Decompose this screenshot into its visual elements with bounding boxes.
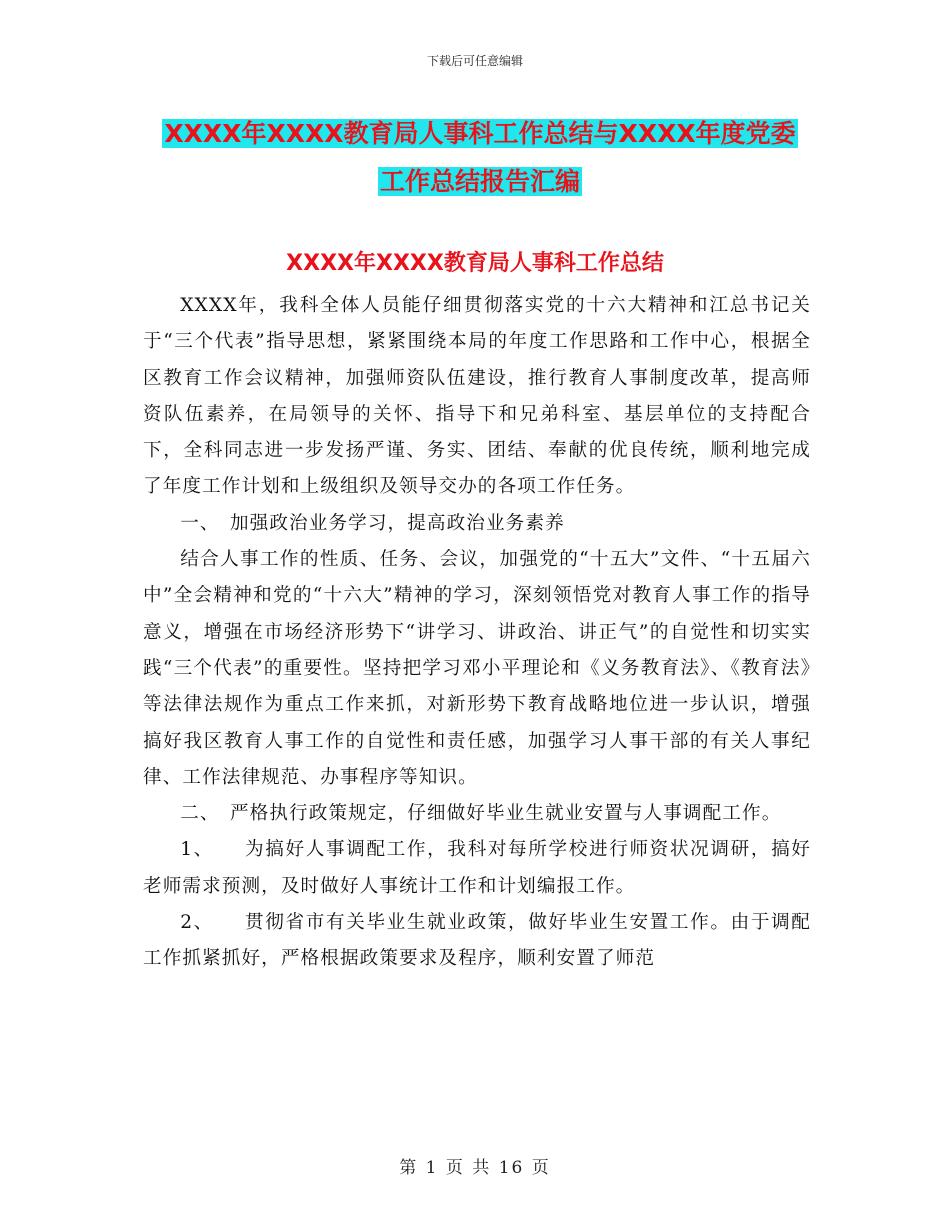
page-header-note: 下载后可任意编辑 [426, 54, 523, 68]
paragraph-item-2: 2、 贯彻省市有关毕业生就业政策，做好毕业生安置工作。由于调配工作抓紧抓好，严格根据政策要求及程序，顺利安置了师范 [143, 912, 811, 970]
paragraph-study: 结合人事工作的性质、任务、会议，加强党的“十五大”文件、“十五届六中”全会精神和党的“十六大”精神的学习，深刻领悟党对教育人事工作的指导意义，增强在市场经济形势下“讲学习、讲政治、讲正气”的自觉性和切实实践“三个代表”的重要性。坚持把学习邓小平理论和《义务教育法》、《教育法》等法律法规作为重点工作来抓，对新形势下教育战略地位进一步认识，增强搞好我区教育人事工作的自觉性和责任感，加强学习人事干部的有关人事纪律、工作法律规范、办事程序等知识。 [143, 549, 811, 788]
document-title-line-1: XXXX年XXXX教育局人事科工作总结与XXXX年度党委 [164, 119, 796, 148]
document-body [143, 288, 811, 978]
heading-two: 二、 严格执行政策规定，仔细做好毕业生就业安置与人事调配工作。 [180, 803, 782, 825]
section-title: XXXX年XXXX教育局人事科工作总结 [286, 251, 664, 276]
paragraph-intro: XXXX年，我科全体人员能仔细贯彻落实党的十六大精神和江总书记关于“三个代表”指导思想，紧紧围绕本局的年度工作思路和工作中心，根据全区教育工作会议精神，加强师资队伍建设，推行教育人事制度改革，提高师资队伍素养，在局领导的关怀、指导下和兄弟科室、基层单位的支持配合下，全科同志进一步发扬严谨、务实、团结、奉献的优良传统，顺利地完成了年度工作计划和上级组织及领导交办的各项工作任务。 [143, 295, 811, 498]
document-title [140, 110, 820, 206]
paragraph-item-1: 1、 为搞好人事调配工作，我科对每所学校进行师资状况调研，搞好老师需求预测，及时做好人事统计工作和计划编报工作。 [143, 839, 811, 897]
page-number: 第 1 页 共 16 页 [399, 1158, 551, 1178]
document-title-line-2: 工作总结报告汇编 [379, 167, 580, 196]
heading-one: 一、 加强政治业务学习，提高政治业务素养 [180, 512, 565, 534]
